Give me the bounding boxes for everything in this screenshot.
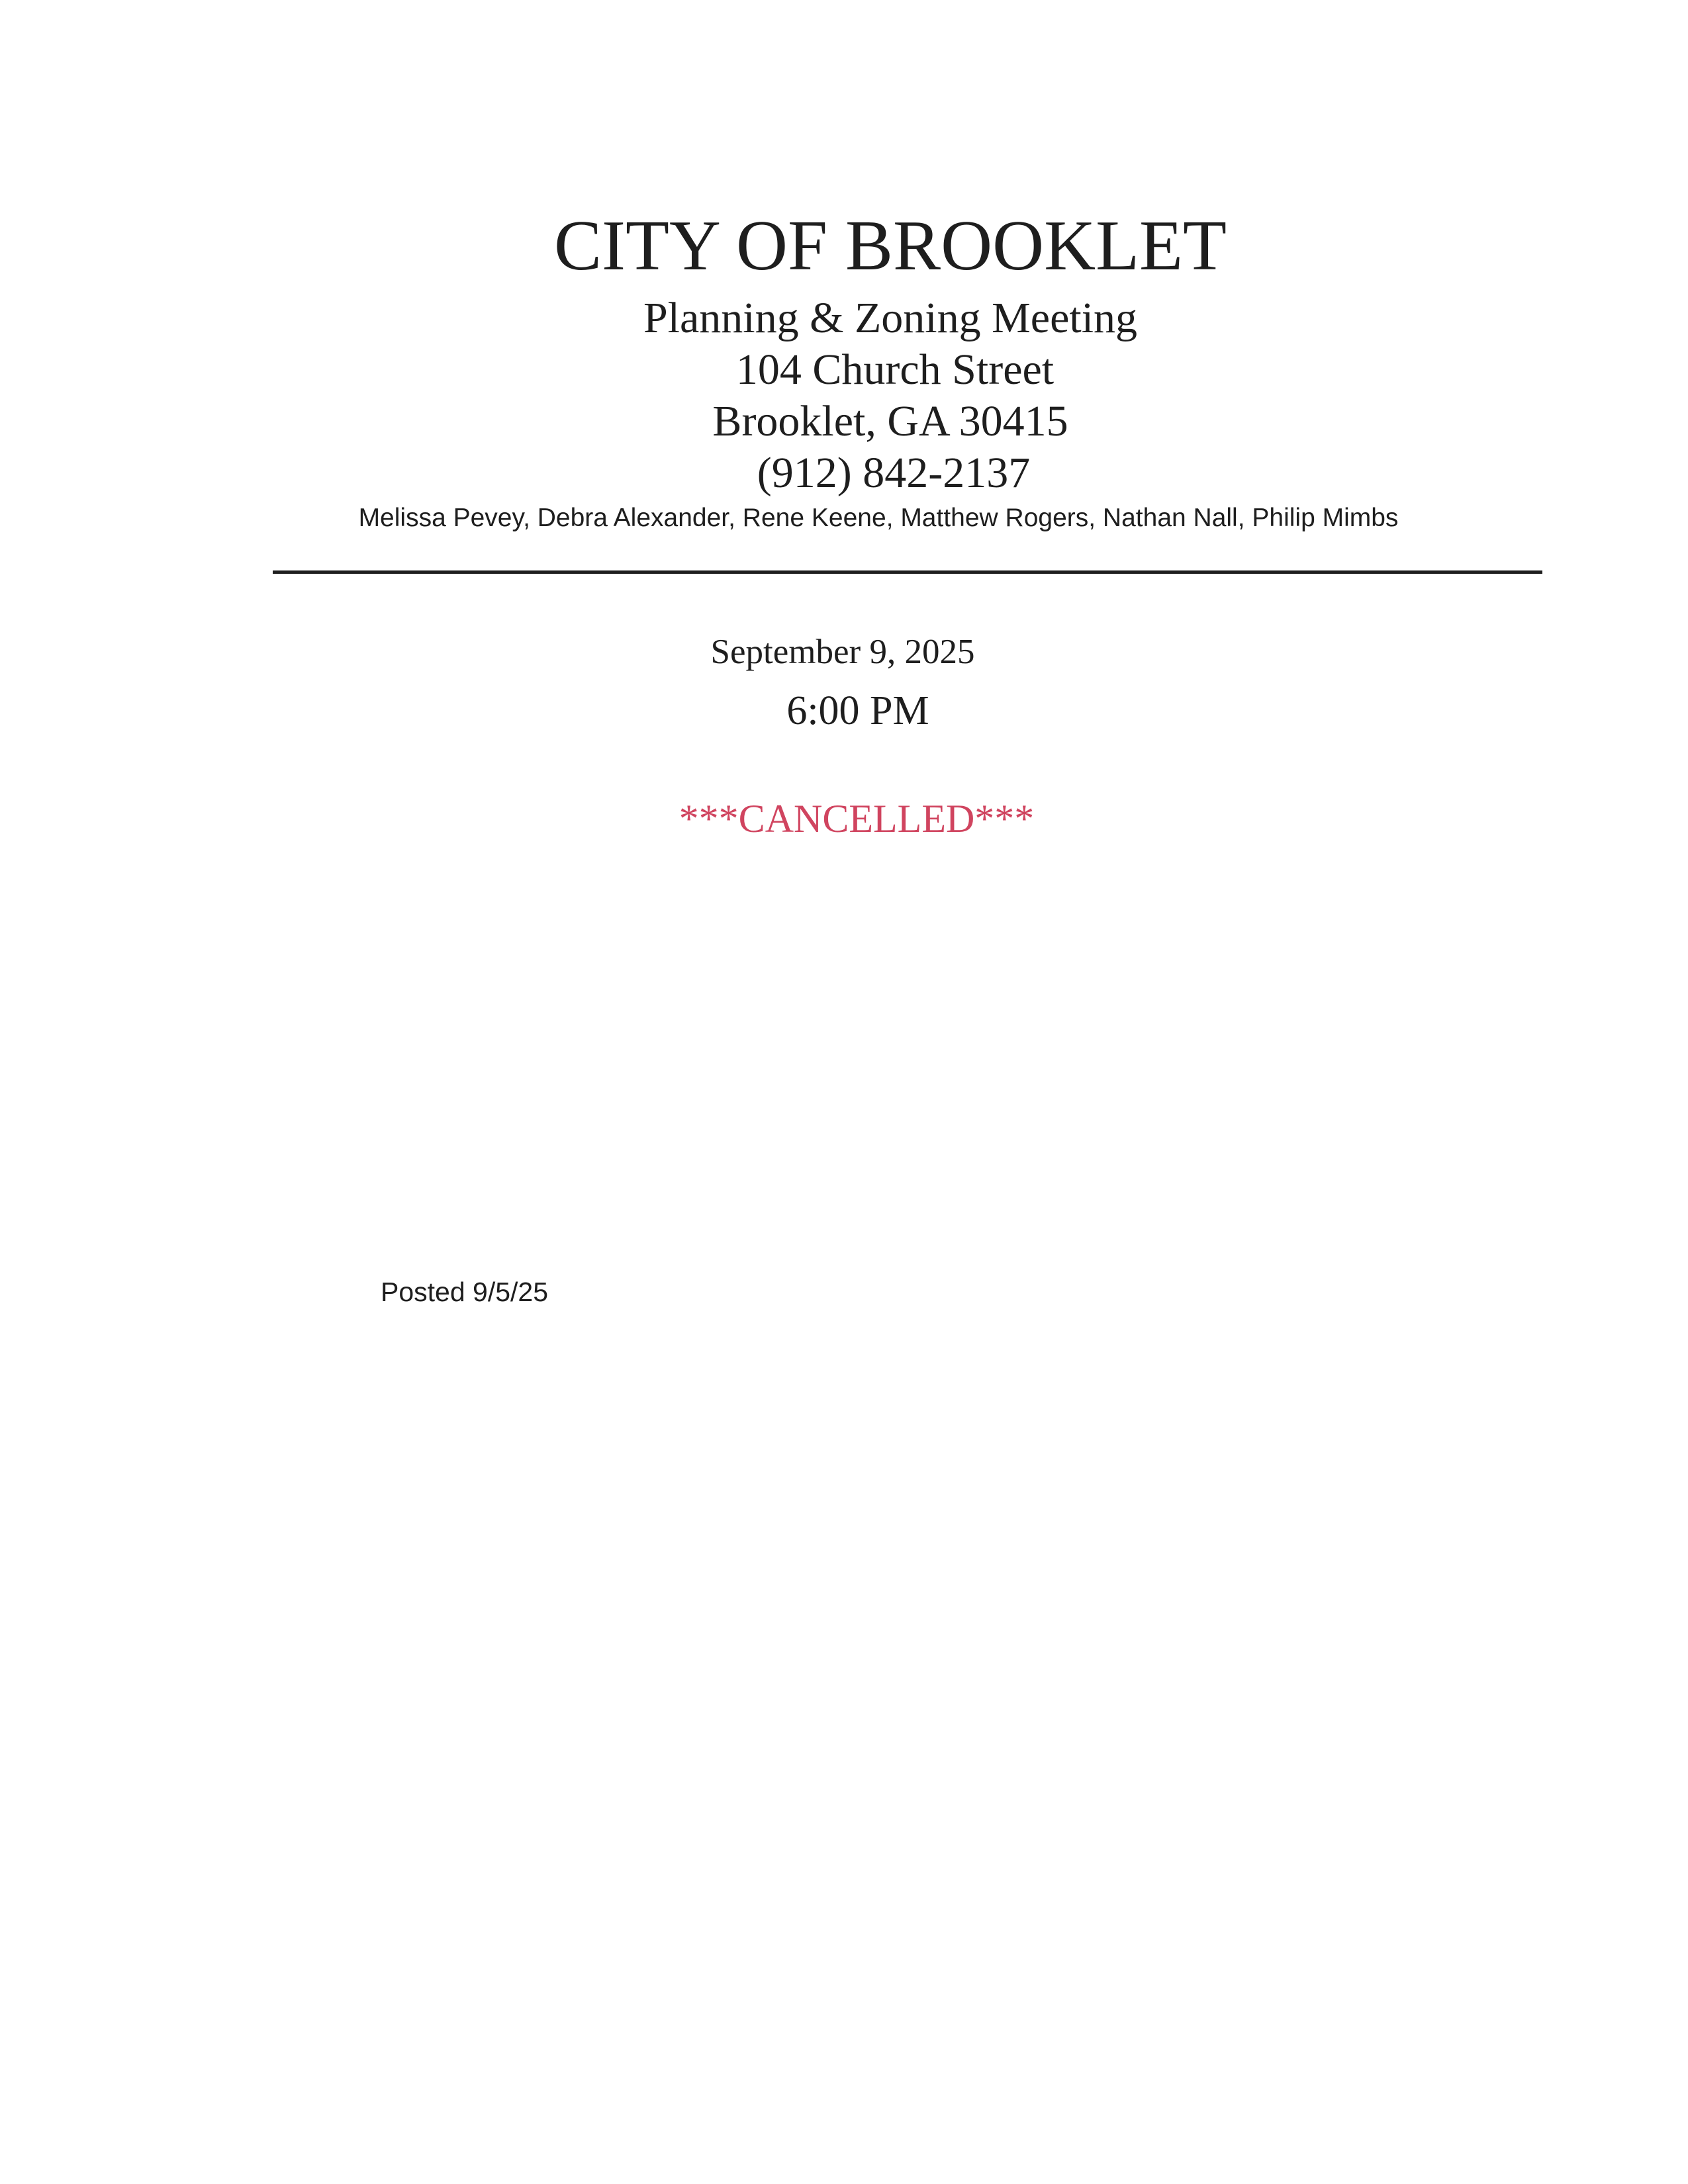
header-divider bbox=[273, 570, 1542, 574]
address-street: 104 Church Street bbox=[735, 345, 1055, 394]
meeting-name: Planning & Zoning Meeting bbox=[643, 294, 1138, 342]
board-members: Melissa Pevey, Debra Alexander, Rene Keene, Matthew Rogers, Nathan Nall, Philip Mimbs bbox=[358, 504, 1399, 532]
cancelled-notice: ***CANCELLED*** bbox=[679, 797, 1035, 841]
meeting-time: 6:00 PM bbox=[786, 688, 929, 733]
phone-number: (912) 842-2137 bbox=[757, 449, 1031, 497]
page-title: CITY OF BROOKLET bbox=[554, 206, 1227, 285]
posted-date: Posted 9/5/25 bbox=[381, 1277, 549, 1307]
address-city-state-zip: Brooklet, GA 30415 bbox=[712, 397, 1068, 445]
meeting-date: September 9, 2025 bbox=[710, 633, 975, 671]
